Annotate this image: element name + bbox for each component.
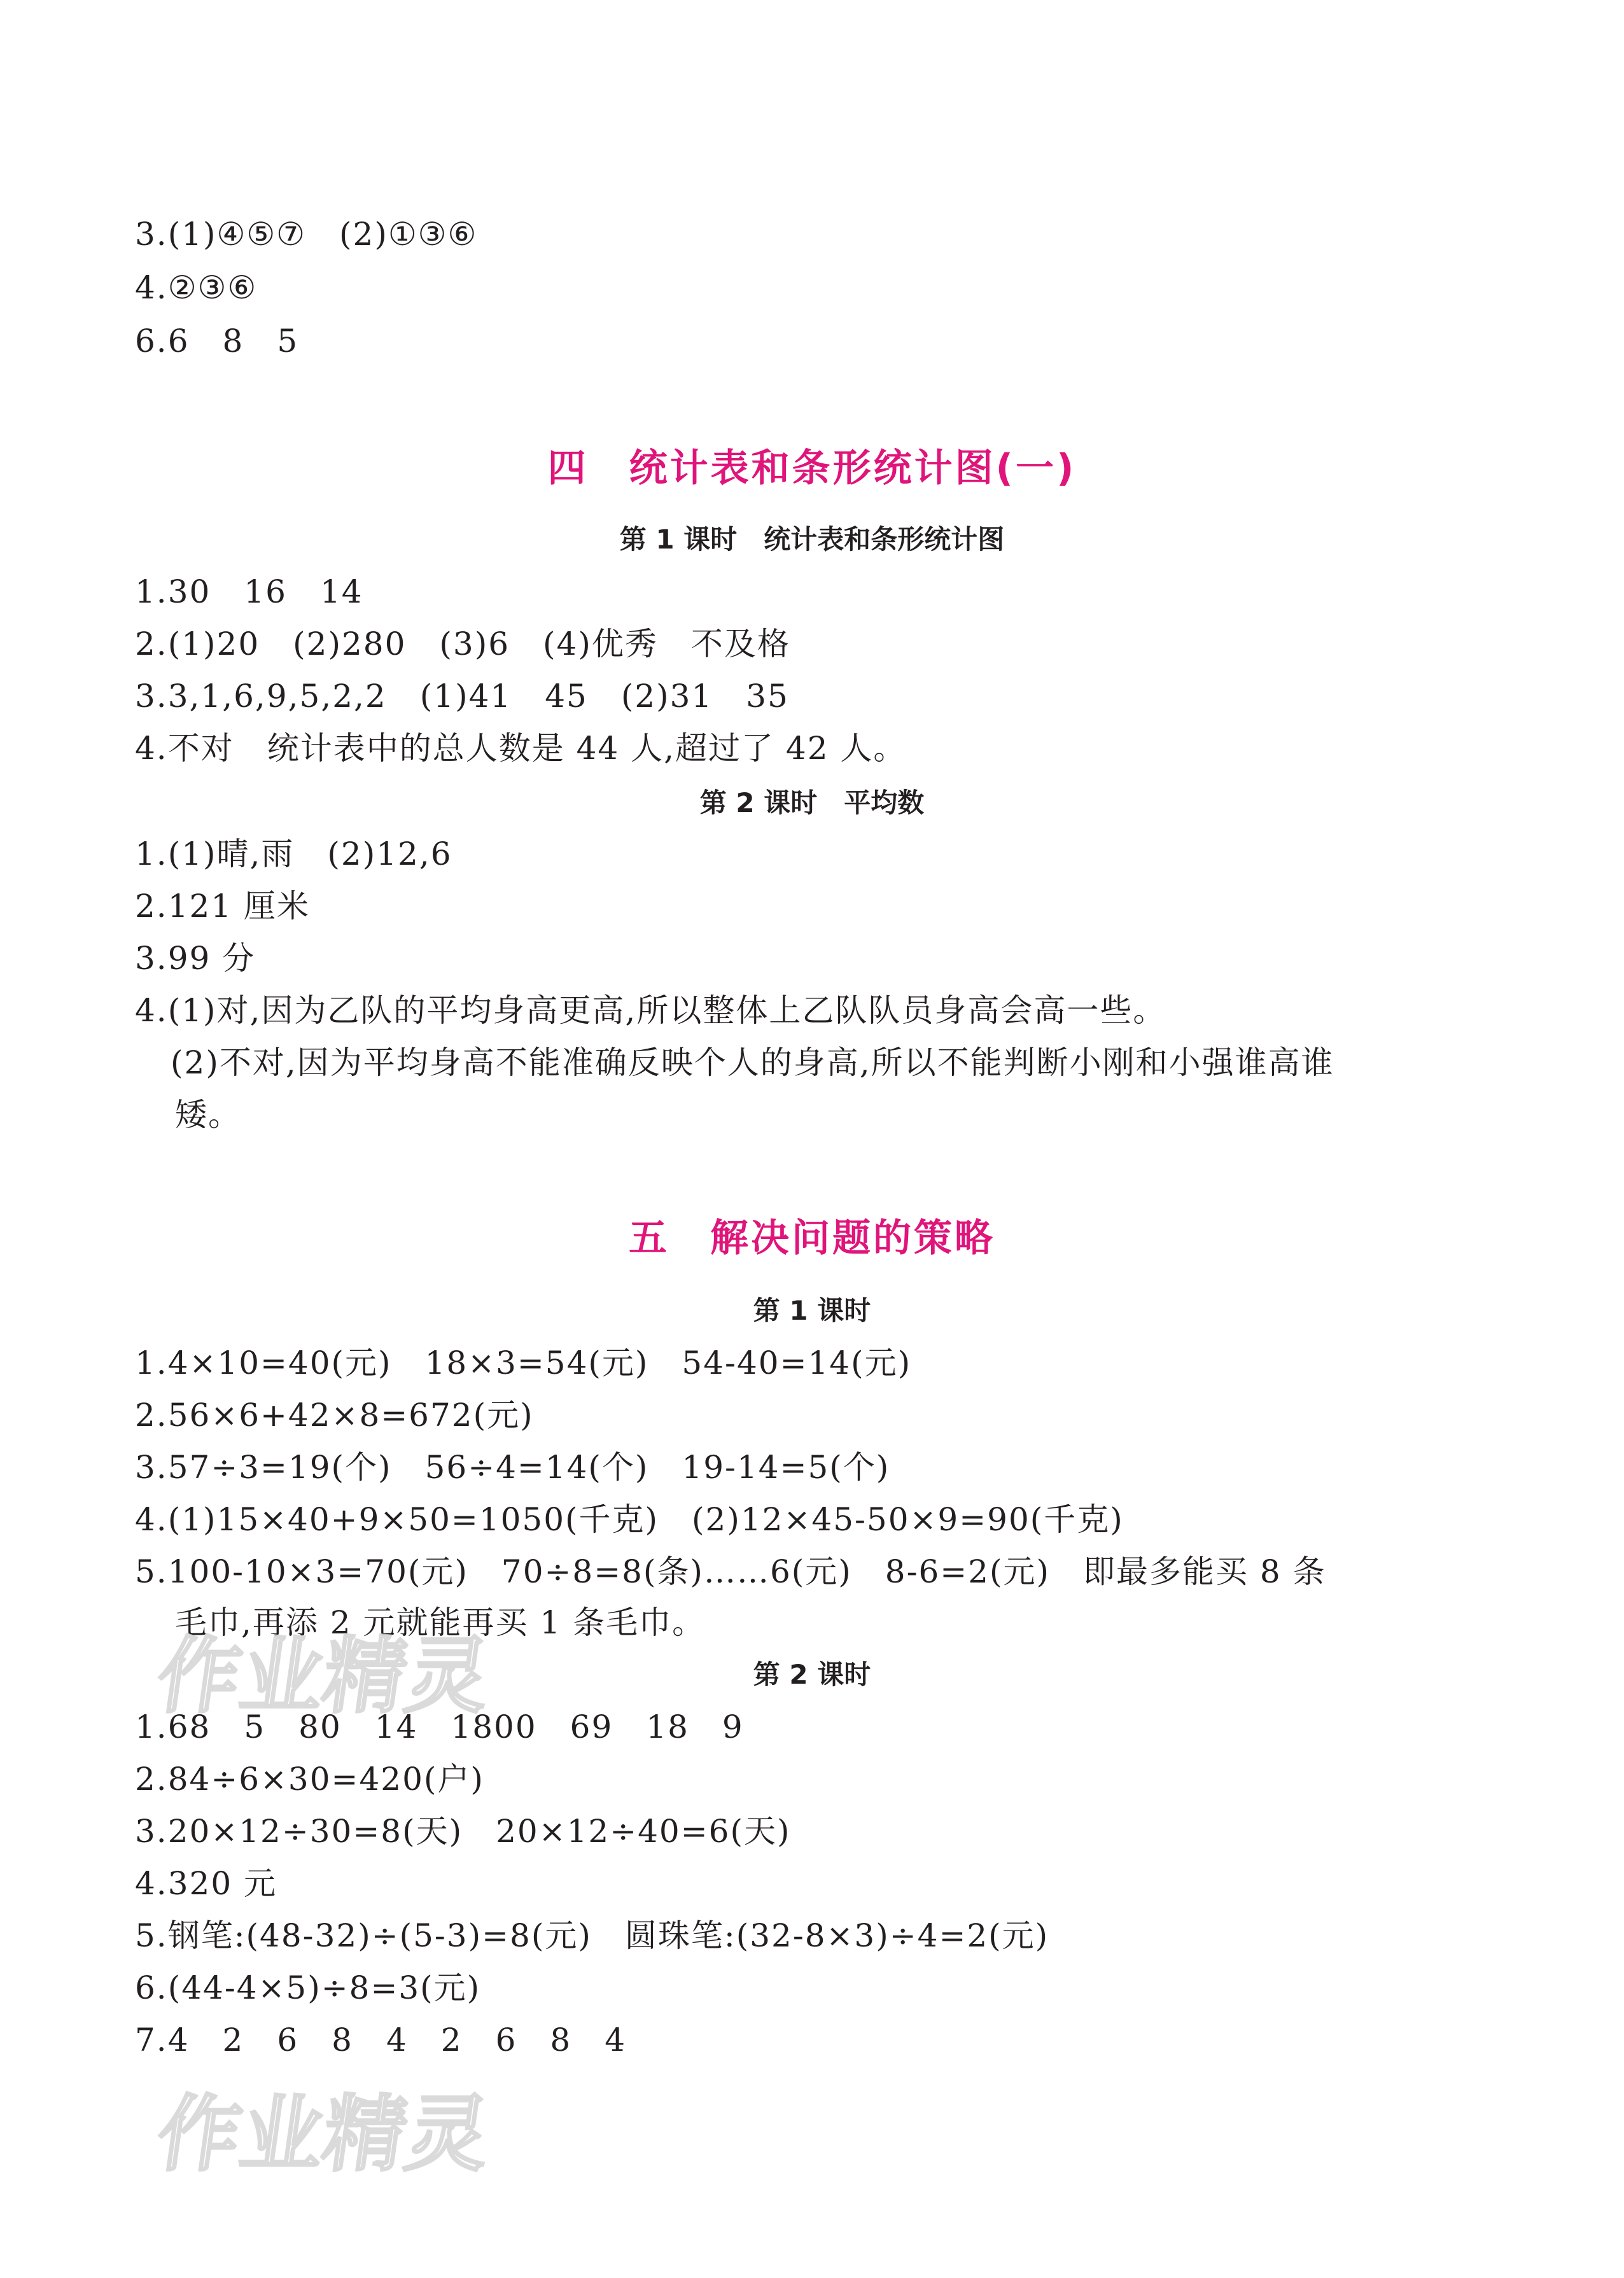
answer-line: 4.②③⑥ [135,269,258,306]
lesson-title: 第 2 课时 平均数 [699,787,925,818]
answer-line: 1.68 5 80 14 1800 69 18 9 [135,1708,744,1745]
unit-title: 四 统计表和条形统计图(一) [547,446,1077,491]
answer-line: 5.钢笔:(48-32)÷(5-3)=8(元) 圆珠笔:(32-8×3)÷4=2(元) [135,1917,1049,1954]
answer-line: 2.(1)20 (2)280 (3)6 (4)优秀 不及格 [135,625,790,662]
watermark-logo: 作业精灵 [151,1628,496,1724]
answer-line: 3.(1)④⑤⑦ (2)①③⑥ [135,216,478,253]
answer-line: 3.20×12÷30=8(天) 20×12÷40=6(天) [135,1813,791,1850]
answer-line: 2.121 厘米 [135,888,311,925]
answer-line: 3.3,1,6,9,5,2,2 (1)41 45 (2)31 35 [135,678,789,715]
answer-line: 4.(1)对,因为乙队的平均身高更高,所以整体上乙队队员身高会高一些。 [135,992,1166,1029]
answer-line: 1.30 16 14 [135,573,363,610]
answer-line: 4.320 元 [135,1865,277,1902]
answer-line: (2)不对,因为平均身高不能准确反映个人的身高,所以不能判断小刚和小强谁高谁 [171,1044,1334,1081]
answer-line: 7.4 2 6 8 4 2 6 8 4 [135,2022,627,2058]
answer-line: 2.84÷6×30=420(户) [135,1761,484,1798]
answer-line: 3.99 分 [135,940,256,977]
answer-line: 3.57÷3=19(个) 56÷4=14(个) 19-14=5(个) [135,1449,890,1486]
answer-line: 4.不对 统计表中的总人数是 44 人,超过了 42 人。 [135,730,907,767]
answer-line: 4.(1)15×40+9×50=1050(千克) (2)12×45-50×9=90(千克) [135,1501,1124,1538]
lesson-title: 第 2 课时 [753,1659,871,1690]
answer-line: 1.(1)晴,雨 (2)12,6 [135,835,452,872]
answer-line: 6.6 8 5 [135,323,299,360]
lesson-title: 第 1 课时 [753,1295,871,1326]
answer-line: 1.4×10=40(元) 18×3=54(元) 54-40=14(元) [135,1345,912,1381]
watermark-logo: 作业精灵 [151,2086,496,2183]
answer-line: 2.56×6+42×8=672(元) [135,1397,534,1434]
answer-line: 5.100-10×3=70(元) 70÷8=8(条)……6(元) 8-6=2(元) 即最多能买 8 条 [135,1553,1326,1590]
answer-line: 毛巾,再添 2 元就能再买 1 条毛巾。 [175,1604,706,1641]
unit-title: 五 解决问题的策略 [629,1216,995,1261]
lesson-title: 第 1 课时 统计表和条形统计图 [619,524,1005,555]
answer-line: 6.(44-4×5)÷8=3(元) [135,1969,481,2006]
answer-line: 矮。 [175,1096,241,1133]
